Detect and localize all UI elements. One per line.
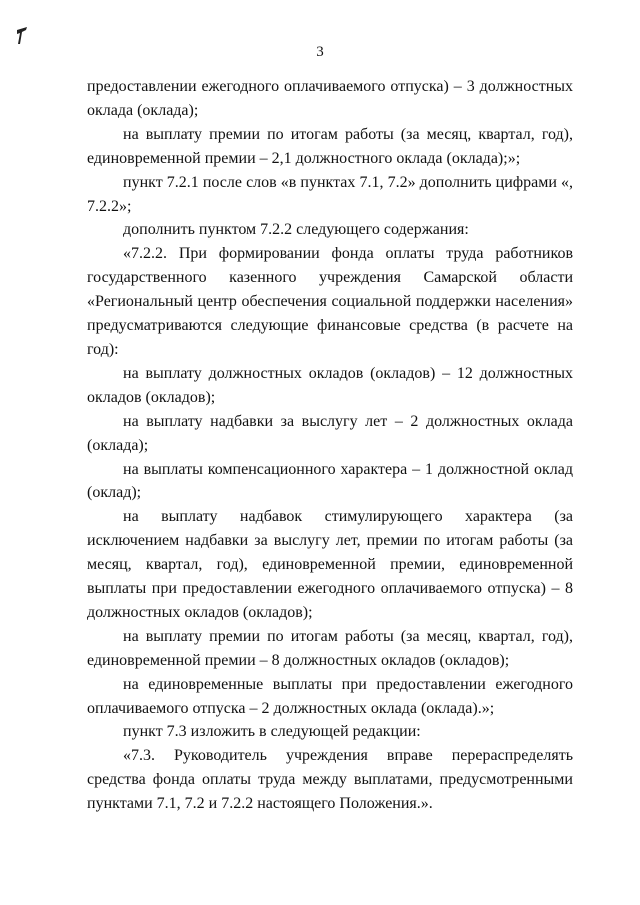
paragraph: на выплату премии по итогам работы (за месяц, квартал, год), единовременной премии – 2,1 должностного оклада (оклада);»; bbox=[87, 125, 573, 167]
paragraph: предоставлении ежегодного оплачиваемого отпуска) – 3 должностных оклада (оклада); bbox=[87, 78, 573, 119]
paragraph: «7.3. Руководитель учреждения вправе перераспределять средства фонда оплаты труда между выплатами, предусмотренными пунктами 7.1, 7.2 и 7.2.2 настоящего Положения.». bbox=[87, 747, 573, 813]
paragraph: дополнить пунктом 7.2.2 следующего содержания: bbox=[123, 221, 469, 239]
paragraph: на выплату премии по итогам работы (за месяц, квартал, год), единовременной премии – 8 должностных окладов (окладов); bbox=[87, 627, 573, 669]
paragraph: на выплаты компенсационного характера – 1 должностной оклад (оклад); bbox=[87, 460, 573, 502]
paragraph: на единовременные выплаты при предоставлении ежегодного оплачиваемого отпуска – 2 должностных оклада (оклада).»; bbox=[87, 675, 573, 717]
paragraph: на выплату надбавок стимулирующего характера (за исключением надбавки за выслугу лет, премии по итогам работы (за месяц, квартал, год), единовременной премии, единовременной выплаты при предоставлении ежегодного оплачиваемого отпуска) – 8 должностных окладов (окладов); bbox=[87, 508, 573, 621]
paragraph: пункт 7.3 изложить в следующей редакции: bbox=[123, 723, 421, 741]
page-number: 3 bbox=[316, 44, 324, 60]
paragraph: на выплату надбавки за выслугу лет – 2 должностных оклада (оклада); bbox=[87, 412, 573, 454]
paragraph: «7.2.2. При формировании фонда оплаты труда работников государственного казенного учреждения Самарской области «Региональный центр обеспечения социальной поддержки населения» предусматриваются следующие финансовые средства (в расчете на год): bbox=[87, 245, 573, 358]
document-body bbox=[87, 75, 573, 816]
paragraph: пункт 7.2.1 после слов «в пунктах 7.1, 7.2» дополнить цифрами «, 7.2.2»; bbox=[87, 173, 573, 215]
paragraph: на выплату должностных окладов (окладов) – 12 должностных окладов (окладов); bbox=[87, 364, 573, 406]
